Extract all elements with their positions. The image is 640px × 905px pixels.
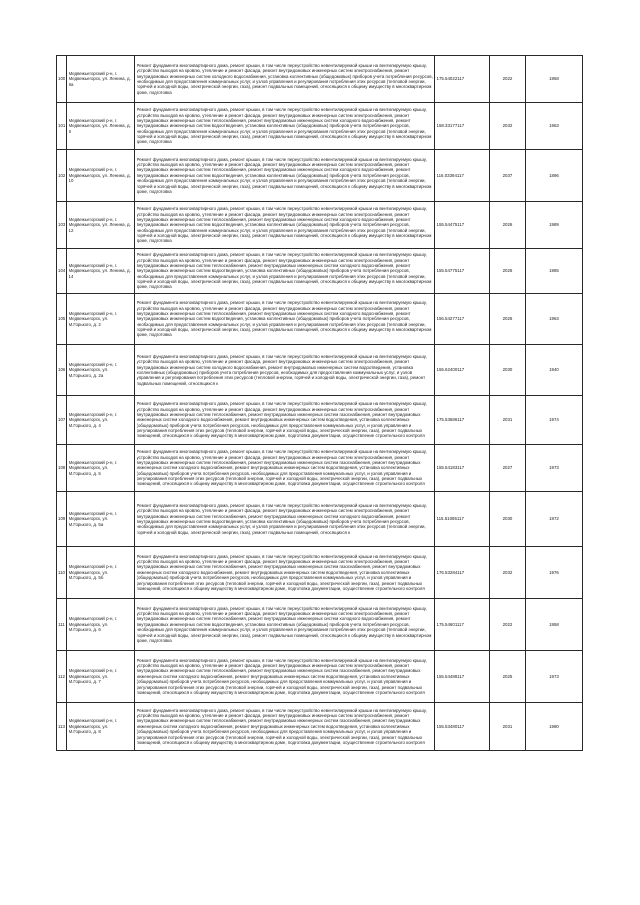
table-row: [57, 249, 583, 294]
built-year-cell-text: 1972: [549, 516, 559, 522]
address-cell-text: Медвежьегорский р-н, г. Медвежьегорск, ул. Ленина, д. 12: [68, 216, 131, 233]
table-row: [57, 345, 583, 396]
cost-cell: [435, 150, 490, 202]
address-cell: [67, 445, 135, 492]
row-number: [57, 202, 67, 249]
year-cell: [490, 150, 526, 202]
built-year-cell-text: 1973: [549, 465, 559, 471]
row-number: [57, 703, 67, 751]
address-cell-text: Медвежьегорский р-н, г. Медвежьегорск, ул. М.Горького, д. 2: [68, 310, 118, 327]
address-cell-text: Медвежьегорский р-н, г. Медвежьегорск, ул. М.Горького, д. 7: [68, 668, 118, 685]
row-number-text: 100: [58, 76, 65, 82]
built-year-cell-text: 1973: [549, 673, 559, 679]
address-cell: [67, 345, 135, 396]
address-cell: [67, 492, 135, 547]
address-cell: [67, 150, 135, 202]
cost-cell-text: 155.54775117: [436, 268, 465, 274]
works-cell-text: Ремонт фундамента многоквартирного дома, ремонт крыши, в том числе переустройство невентилируемой крыши на вентилируемую крышу, устройство выходов на кровлю, утепление и ремонт фасада, ремонт внутридомовых инженерных систем электроснабжения, ремонт внутридомовых инженерных систем теплоснабжения, ремонт внутридомовых инженерных систем газоснабжения, ремонт внутридомовых инженерных систем холодного водоснабжения, ремонт внутридомовых инженерных систем водоотведения, установка коллективных (общедомовых) приборов учета потребления ресурсов, необходимых для предоставления коммунальных услуг, и узлов управления и регулирования потребления этих ресурсов (тепловой энергии, горячей и холодной воды, электрической энергии, газа), ремонт подвальных помещений, относящихся к общему имуществу в многоквартирном доме, подготовка документации, осуществление строительного контроля: [136, 401, 427, 439]
table-row: [57, 56, 583, 103]
cost-cell: [435, 396, 490, 445]
row-number-text: 107: [58, 417, 65, 423]
works-cell-text: Ремонт фундамента многоквартирного дома, ремонт крыши, в том числе переустройство невентилируемой крыши на вентилируемую крышу, устройство выходов на кровлю, утепление и ремонт фасада, ремонт внутридомовых инженерных систем электроснабжения, ремонт внутридомовых инженерных систем теплоснабжения, ремонт внутридомовых инженерных систем газоснабжения, ремонт внутридомовых инженерных систем холодного водоснабжения, ремонт внутридомовых инженерных систем водоотведения, установка коллективных (общедомовых) приборов учета потребления ресурсов, необходимых для предоставления коммунальных услуг, и узлов управления и регулирования потребления этих ресурсов (тепловой энергии, горячей и холодной воды, электрической энергии, газа), ремонт подвальных помещений, относящихся к общему имуществу в многоквартирном доме, подготовка документации, осуществление строительного контроля: [136, 707, 427, 745]
table-row: [57, 396, 583, 445]
year-cell-text: 2030: [502, 516, 513, 522]
cost-cell: [435, 249, 490, 294]
address-cell-text: Медвежьегорский р-н, г. Медвежьегорск, ул. Ленина, д. 8а: [68, 70, 131, 87]
built-year-cell: [526, 703, 583, 751]
year-cell: [490, 345, 526, 396]
year-cell: [490, 599, 526, 651]
cost-cell: [435, 445, 490, 492]
address-cell-text: Медвежьегорский р-н, г. Медвежьегорск, ул. М.Горького, д. 8: [68, 718, 118, 735]
built-year-cell: [526, 56, 583, 103]
year-cell: [490, 202, 526, 249]
cost-cell-text: 115.51085117: [436, 516, 464, 522]
built-year-cell-text: 1980: [549, 723, 559, 729]
address-cell: [67, 56, 135, 103]
row-number: [57, 294, 67, 345]
works-cell: [135, 396, 435, 445]
built-year-cell: [526, 249, 583, 294]
address-cell-text: Медвежьегорский р-н, г. Медвежьегорск, ул. М.Горького, д. 5: [68, 459, 118, 476]
year-cell: [490, 56, 526, 103]
cost-cell: [435, 599, 490, 651]
row-number: [57, 103, 67, 150]
works-cell: [135, 202, 435, 249]
works-cell: [135, 492, 435, 547]
built-year-cell-text: 1963: [549, 123, 559, 129]
works-cell: [135, 651, 435, 703]
year-cell-text: 2026: [502, 268, 513, 274]
built-year-cell: [526, 547, 583, 599]
cost-cell-text: 155.54183117: [436, 465, 465, 471]
works-cell: [135, 249, 435, 294]
built-year-cell: [526, 492, 583, 547]
row-number-text: 112: [58, 673, 65, 679]
table-row: [57, 599, 583, 651]
built-year-cell: [526, 445, 583, 492]
table-row: [57, 445, 583, 492]
year-cell-text: 2026: [502, 222, 513, 228]
row-number-text: 109: [58, 516, 65, 522]
document-page: [56, 55, 582, 751]
address-cell-text: Медвежьегорский р-н, г. Медвежьегорск, ул. М.Горького, д. 6: [68, 616, 118, 633]
built-year-cell: [526, 599, 583, 651]
built-year-cell: [526, 651, 583, 703]
row-number-text: 103: [58, 222, 65, 228]
works-cell-text: Ремонт фундамента многоквартирного дома, ремонт крыши, в том числе переустройство невентилируемой крыши на вентилируемую крышу, устройство выходов на кровлю, утепление и ремонт фасада, ремонт внутридомовых инженерных систем электроснабжения, ремонт внутридомовых инженерных систем теплоснабжения, ремонт внутридомовых инженерных систем холодного водоснабжения, ремонт внутридомовых инженерных систем водоотведения, установка коллективных (общедомовых) приборов учета потребления ресурсов, необходимых для предоставления коммунальных услуг, и узлов управления и регулирования потребления этих ресурсов (тепловой энергии, горячей и холодной воды, электрической энергии, газа), ремонт подвальных помещений, относящихся к общему имуществу в многоквартирном доме, подготовка: [136, 107, 432, 145]
works-cell: [135, 445, 435, 492]
year-cell: [490, 294, 526, 345]
year-cell: [490, 703, 526, 751]
works-cell-text: Ремонт фундамента многоквартирного дома, ремонт крыши, в том числе переустройство невентилируемой крыши на вентилируемую крышу, устройство выходов на кровлю, утепление и ремонт фасада, ремонт внутридомовых инженерных систем электроснабжения, ремонт внутридомовых инженерных систем теплоснабжения, ремонт внутридомовых инженерных систем холодного водоснабжения, ремонт внутридомовых инженерных систем водоотведения, установка коллективных (общедомовых) приборов учета потребления ресурсов, необходимых для предоставления коммунальных услуг, и узлов управления и регулирования потребления этих ресурсов (тепловой энергии, горячей и холодной воды, электрической энергии, газа), ремонт подвальных помещений, относящихся к общему имуществу в многоквартирном доме, подготовка: [136, 605, 432, 643]
row-number: [57, 547, 67, 599]
works-cell: [135, 103, 435, 150]
address-cell: [67, 202, 135, 249]
cost-cell-text: 158.33177117: [436, 123, 465, 129]
cost-cell-text: 155.62400117: [436, 367, 465, 373]
cost-cell-text: 175.54601117: [436, 621, 464, 627]
works-cell-text: Ремонт фундамента многоквартирного дома, ремонт крыши, в том числе переустройство невентилируемой крыши на вентилируемую крышу, устройство выходов на кровлю, утепление и ремонт фасада, ремонт внутридомовых инженерных систем электроснабжения, ремонт внутридомовых инженерных систем теплоснабжения, ремонт внутридомовых инженерных систем холодного водоснабжения, ремонт внутридомовых инженерных систем водоотведения, установка коллективных (общедомовых) приборов учета потребления ресурсов, необходимых для предоставления коммунальных услуг, и узлов управления и регулирования потребления этих ресурсов (тепловой энергии, горячей и холодной воды, электрической энергии, газа), ремонт подвальных помещений, относящихся к: [136, 502, 427, 535]
row-number-text: 113: [58, 723, 65, 729]
works-cell-text: Ремонт фундамента многоквартирного дома, ремонт крыши, в том числе переустройство невентилируемой крыши на вентилируемую крышу, устройство выходов на кровлю, утепление и ремонт фасада, ремонт внутридомовых инженерных систем электроснабжения, ремонт внутридомовых инженерных систем теплоснабжения, ремонт внутридомовых инженерных систем холодного водоснабжения, ремонт внутридомовых инженерных систем водоотведения, установка коллективных (общедомовых) приборов учета потребления ресурсов, необходимых для предоставления коммунальных услуг, и узлов управления и регулирования потребления этих ресурсов (тепловой энергии, горячей и холодной воды, электрической энергии, газа), ремонт подвальных помещений, относящихся к общему имуществу в многоквартирном доме, подготовка: [136, 156, 432, 194]
row-number: [57, 345, 67, 396]
built-year-cell-text: 1976: [549, 569, 559, 575]
cost-cell-text: 155.54488117: [436, 673, 465, 679]
address-cell: [67, 103, 135, 150]
table-body: [57, 56, 583, 751]
address-cell-text: Медвежьегорский р-н, г. Медвежьегорск, ул. Ленина, д. 8: [68, 117, 131, 134]
table-row: [57, 294, 583, 345]
year-cell-text: 2022: [502, 621, 513, 627]
year-cell: [490, 547, 526, 599]
year-cell: [490, 249, 526, 294]
built-year-cell-text: 1958: [549, 621, 559, 627]
built-year-cell: [526, 150, 583, 202]
row-number-text: 111: [58, 621, 65, 627]
row-number: [57, 445, 67, 492]
address-cell: [67, 249, 135, 294]
row-number-text: 106: [58, 367, 65, 373]
address-cell-text: Медвежьегорский р-н, г. Медвежьегорск, ул. Ленина, д. 10: [68, 167, 131, 184]
built-year-cell: [526, 103, 583, 150]
works-cell: [135, 150, 435, 202]
built-year-cell-text: 1896: [549, 172, 559, 178]
cost-cell: [435, 547, 490, 599]
year-cell-text: 2027: [502, 465, 513, 471]
year-cell: [490, 445, 526, 492]
year-cell-text: 2030: [502, 367, 513, 373]
row-number-text: 102: [58, 172, 65, 178]
built-year-cell: [526, 396, 583, 445]
address-cell: [67, 547, 135, 599]
row-number-text: 104: [58, 268, 65, 274]
address-cell-text: Медвежьегорский р-н, г. Медвежьегорск, ул. М.Горького, д. 5б: [68, 564, 118, 581]
works-cell-text: Ремонт фундамента многоквартирного дома, ремонт крыши, в том числе переустройство невентилируемой крыши на вентилируемую крышу, устройство выходов на кровлю, утепление и ремонт фасада, ремонт внутридомовых инженерных систем электроснабжения, ремонт внутридомовых инженерных систем теплоснабжения, ремонт внутридомовых инженерных систем холодного водоснабжения, ремонт внутридомовых инженерных систем водоотведения, установка коллективных (общедомовых) приборов учета потребления ресурсов, необходимых для предоставления коммунальных услуг, и узлов управления и регулирования потребления этих ресурсов (тепловой энергии, горячей и холодной воды, электрической энергии, газа), ремонт подвальных помещений, относящихся к общему имуществу в многоквартирном доме, подготовка: [136, 206, 432, 244]
cost-cell: [435, 651, 490, 703]
cost-cell: [435, 345, 490, 396]
row-number-text: 108: [58, 465, 65, 471]
table-row: [57, 703, 583, 751]
address-cell: [67, 396, 135, 445]
cost-cell: [435, 202, 490, 249]
works-cell: [135, 599, 435, 651]
works-cell: [135, 294, 435, 345]
address-cell-text: Медвежьегорский р-н, г. Медвежьегорск, ул. М.Горького, д. 5а: [68, 510, 118, 527]
address-cell-text: Медвежьегорский р-н, г. Медвежьегорск, ул. М.Горького, д. 2а: [68, 361, 118, 378]
table-row: [57, 202, 583, 249]
row-number: [57, 492, 67, 547]
works-cell: [135, 703, 435, 751]
table-row: [57, 492, 583, 547]
works-cell-text: Ремонт фундамента многоквартирного дома, ремонт крыши, в том числе переустройство невентилируемой крыши на вентилируемую крышу, устройство выходов на кровлю, утепление и ремонт фасада, ремонт внутридомовых инженерных систем электроснабжения, ремонт внутридомовых инженерных систем холодного водоснабжения, установка коллективных (общедомовых) приборов учета потребления ресурсов, необходимых для предоставления коммунальных услуг, и узлов управления и регулирования потребления этих ресурсов (тепловой энергии, горячей и холодной воды, электрической энергии, газа), ремонт подвальных помещений, относящихся к общему имуществу в многоквартирном доме, подготовка: [136, 62, 433, 95]
built-year-cell-text: 1963: [549, 316, 559, 322]
cost-cell: [435, 492, 490, 547]
year-cell-text: 2026: [502, 316, 513, 322]
works-cell: [135, 56, 435, 103]
year-cell-text: 2025: [502, 673, 513, 679]
cost-cell-text: 155.54475117: [436, 222, 465, 228]
year-cell: [490, 103, 526, 150]
year-cell-text: 2032: [502, 569, 513, 575]
works-cell: [135, 345, 435, 396]
address-cell: [67, 651, 135, 703]
cost-cell-text: 156.54277117: [436, 316, 465, 322]
year-cell: [490, 492, 526, 547]
cost-cell: [435, 703, 490, 751]
works-cell-text: Ремонт фундамента многоквартирного дома, ремонт крыши, в том числе переустройство невентилируемой крыши на вентилируемую крышу, устройство выходов на кровлю, утепление и ремонт фасада, ремонт внутридомовых инженерных систем электроснабжения, ремонт внутридомовых инженерных систем теплоснабжения, ремонт внутридомовых инженерных систем газоснабжения, ремонт внутридомовых инженерных систем холодного водоснабжения, ремонт внутридомовых инженерных систем водоотведения, установка коллективных (общедомовых) приборов учета потребления ресурсов, необходимых для предоставления коммунальных услуг, и узлов управления и регулирования потребления этих ресурсов (тепловой энергии, горячей и холодной воды, электрической энергии, газа), ремонт подвальных помещений, относящихся к общему имуществу в многоквартирном доме, подготовка документации, осуществление строительного контроля: [136, 657, 427, 695]
address-cell-text: Медвежьегорский р-н, г. Медвежьегорск, ул. Ленина, д. 14: [68, 262, 131, 279]
table-row: [57, 103, 583, 150]
built-year-cell: [526, 202, 583, 249]
row-number: [57, 150, 67, 202]
row-number: [57, 396, 67, 445]
built-year-cell-text: 1989: [549, 222, 559, 228]
cost-cell-text: 176.53284117: [436, 569, 465, 575]
cost-cell-text: 175.54022117: [436, 76, 465, 82]
year-cell: [490, 396, 526, 445]
year-cell-text: 2022: [502, 76, 513, 82]
cost-cell: [435, 56, 490, 103]
year-cell-text: 2037: [502, 172, 513, 178]
year-cell-text: 2032: [502, 123, 513, 129]
row-number: [57, 599, 67, 651]
works-cell-text: Ремонт фундамента многоквартирного дома, ремонт крыши, в том числе переустройство невентилируемой крыши на вентилируемую крышу, устройство выходов на кровлю, утепление и ремонт фасада, ремонт внутридомовых инженерных систем электроснабжения, ремонт внутридомовых инженерных систем теплоснабжения, ремонт внутридомовых инженерных систем газоснабжения, ремонт внутридомовых инженерных систем холодного водоснабжения, ремонт внутридомовых инженерных систем водоотведения, установка коллективных (общедомовых) приборов учета потребления ресурсов, необходимых для предоставления коммунальных услуг, и узлов управления и регулирования потребления этих ресурсов (тепловой энергии, горячей и холодной воды, электрической энергии, газа), ремонт подвальных помещений, относящихся к общему имуществу в многоквартирном доме, подготовка документации, осуществление строительного контроля: [136, 449, 427, 487]
cost-cell-text: 155.53480117: [436, 723, 465, 729]
row-number-text: 110: [58, 569, 65, 575]
cost-cell-text: 175.53686117: [436, 417, 465, 423]
address-cell: [67, 599, 135, 651]
cost-cell: [435, 103, 490, 150]
works-cell-text: Ремонт фундамента многоквартирного дома, ремонт крыши, в том числе переустройство невентилируемой крыши на вентилируемую крышу, устройство выходов на кровлю, утепление и ремонт фасада, ремонт внутридомовых инженерных систем электроснабжения, ремонт внутридомовых инженерных систем холодного водоснабжения, ремонт внутридомовых инженерных систем водоотведения, установка коллективных (общедомовых) приборов учета потребления ресурсов, необходимых для предоставления коммунальных услуг, и узлов управления и регулирования потребления этих ресурсов (тепловой энергии, горячей и холодной воды, электрической энергии, газа), ремонт подвальных помещений, относящихся к: [136, 353, 427, 386]
built-year-cell-text: 1985: [549, 268, 559, 274]
built-year-cell: [526, 294, 583, 345]
built-year-cell-text: 1940: [549, 367, 559, 373]
built-year-cell-text: 1958: [549, 76, 559, 82]
works-cell-text: Ремонт фундамента многоквартирного дома, ремонт крыши, в том числе переустройство невентилируемой крыши на вентилируемую крышу, устройство выходов на кровлю, утепление и ремонт фасада, ремонт внутридомовых инженерных систем электроснабжения, ремонт внутридомовых инженерных систем теплоснабжения, ремонт внутридомовых инженерных систем газоснабжения, ремонт внутридомовых инженерных систем холодного водоснабжения, ремонт внутридомовых инженерных систем водоотведения, установка коллективных (общедомовых) приборов учета потребления ресурсов, необходимых для предоставления коммунальных услуг, и узлов управления и регулирования потребления этих ресурсов (тепловой энергии, горячей и холодной воды, электрической энергии, газа), ремонт подвальных помещений, относящихся к общему имуществу в многоквартирном доме, подготовка документации, осуществление строительного контроля: [136, 553, 427, 591]
built-year-cell-text: 1974: [549, 417, 559, 423]
address-cell: [67, 294, 135, 345]
address-cell-text: Медвежьегорский р-н, г. Медвежьегорск, ул. М.Горького, д. 4: [68, 411, 118, 428]
repair-program-table: [56, 55, 583, 751]
table-row: [57, 150, 583, 202]
row-number: [57, 56, 67, 103]
address-cell: [67, 703, 135, 751]
row-number: [57, 249, 67, 294]
table-row: [57, 651, 583, 703]
cost-cell: [435, 294, 490, 345]
year-cell-text: 2031: [502, 417, 513, 423]
table-row: [57, 547, 583, 599]
cost-cell-text: 116.03394117: [436, 172, 464, 178]
works-cell-text: Ремонт фундамента многоквартирного дома, ремонт крыши, в том числе переустройство невентилируемой крыши на вентилируемую крышу, устройство выходов на кровлю, утепление и ремонт фасада, ремонт внутридомовых инженерных систем электроснабжения, ремонт внутридомовых инженерных систем теплоснабжения, ремонт внутридомовых инженерных систем холодного водоснабжения, ремонт внутридомовых инженерных систем водоотведения, установка коллективных (общедомовых) приборов учета потребления ресурсов, необходимых для предоставления коммунальных услуг, и узлов управления и регулирования потребления этих ресурсов (тепловой энергии, горячей и холодной воды, электрической энергии, газа), ремонт подвальных помещений, относящихся к общему имуществу в многоквартирном доме, подготовка: [136, 300, 432, 338]
row-number-text: 101: [58, 123, 65, 129]
built-year-cell: [526, 345, 583, 396]
works-cell-text: Ремонт фундамента многоквартирного дома, ремонт крыши, в том числе переустройство невентилируемой крыши на вентилируемую крышу, устройство выходов на кровлю, утепление и ремонт фасада, ремонт внутридомовых инженерных систем электроснабжения, ремонт внутридомовых инженерных систем теплоснабжения, ремонт внутридомовых инженерных систем холодного водоснабжения, ремонт внутридомовых инженерных систем водоотведения, установка коллективных (общедомовых) приборов учета потребления ресурсов, необходимых для предоставления коммунальных услуг, и узлов управления и регулирования потребления этих ресурсов (тепловой энергии, горячей и холодной воды, электрической энергии, газа), ремонт подвальных помещений, относящихся к общему имуществу в многоквартирном доме, подготовка: [136, 252, 432, 290]
row-number-text: 105: [58, 316, 65, 322]
year-cell-text: 2031: [502, 723, 513, 729]
year-cell: [490, 651, 526, 703]
works-cell: [135, 547, 435, 599]
row-number: [57, 651, 67, 703]
